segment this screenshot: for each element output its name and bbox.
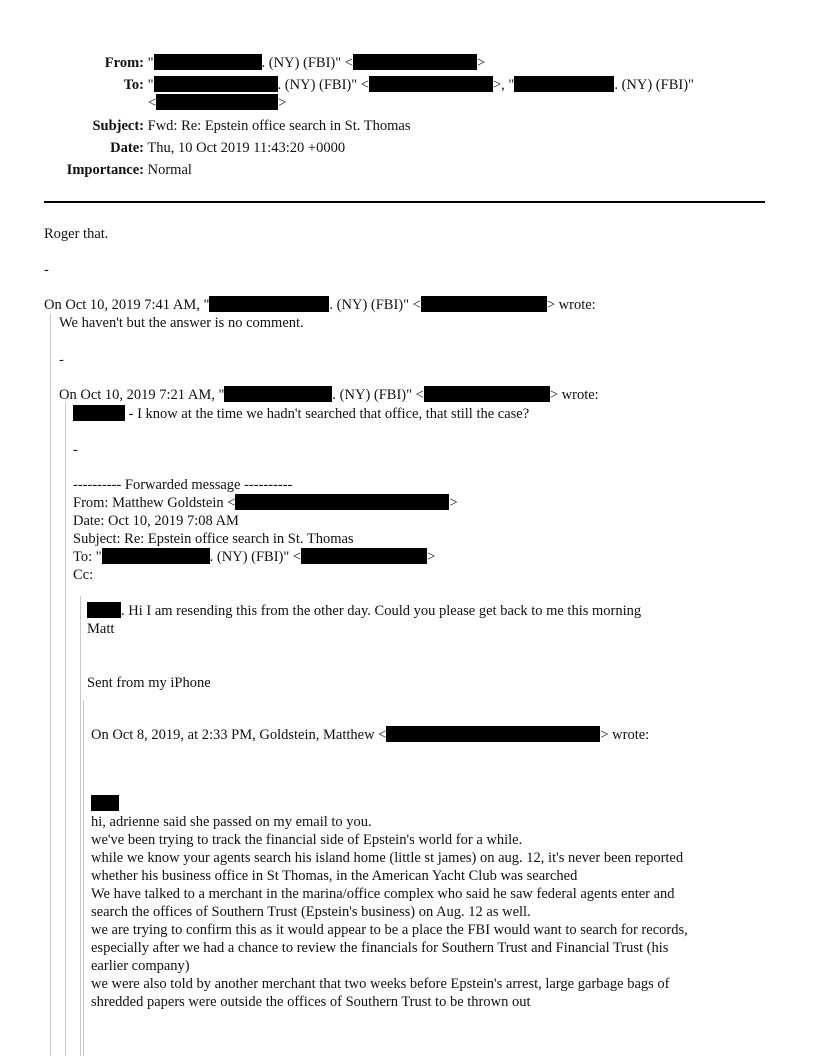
fwd-from-a: From: Matthew Goldstein < xyxy=(73,495,236,511)
subject-value: Fwd: Re: Epstein office search in St. Thomas xyxy=(147,118,411,134)
body-line: search the offices of Southern Trust (Epstein's business) on Aug. 12 as well. xyxy=(91,904,531,920)
redaction-box xyxy=(87,602,121,618)
body-line: while we know your agents search his island home (little st james) on aug. 12, it's never been reported xyxy=(91,850,684,866)
forwarded-to xyxy=(73,548,435,566)
quote1-attr-b: . (NY) (FBI)" < xyxy=(329,297,421,313)
quote1-dash: - xyxy=(59,352,64,368)
redaction-box xyxy=(514,76,614,92)
importance-value: Normal xyxy=(147,162,192,178)
body-line: earlier company) xyxy=(91,958,190,974)
header-to-cont xyxy=(148,94,286,112)
quote1-attr-c: > wrote: xyxy=(546,297,596,313)
header-date xyxy=(44,139,345,157)
quote4-attr-a: On Oct 8, 2019, at 2:33 PM, Goldstein, Matthew < xyxy=(91,727,387,743)
redaction-box xyxy=(424,386,550,402)
fwd-to-b: . (NY) (FBI)" < xyxy=(209,549,302,565)
redaction-box xyxy=(301,548,427,564)
redaction-box xyxy=(154,54,262,70)
fwd-to-c: > xyxy=(427,549,436,565)
body-line: we are trying to confirm this as it would appear to be a place the FBI would want to search for records, xyxy=(91,922,688,938)
quote2-attribution xyxy=(59,386,599,404)
redaction-box xyxy=(73,405,125,421)
from-text-a: " xyxy=(147,55,154,71)
quote3-line xyxy=(87,602,641,620)
redaction-box xyxy=(209,296,329,312)
redaction-box xyxy=(91,795,119,811)
quote3-sent-from: Sent from my iPhone xyxy=(87,675,211,691)
forwarded-cc: Cc: xyxy=(73,567,94,583)
forwarded-date: Date: Oct 10, 2019 7:08 AM xyxy=(73,513,239,529)
date-label: Date: xyxy=(110,140,144,156)
forwarded-from xyxy=(73,494,458,512)
quote3-text: . Hi I am resending this from the other day. Could you please get back to me this morning xyxy=(121,603,642,619)
quote2-attr-c: > wrote: xyxy=(549,387,599,403)
header-importance xyxy=(44,161,192,179)
date-value: Thu, 10 Oct 2019 11:43:20 +0000 xyxy=(147,140,346,156)
header-subject xyxy=(44,117,410,135)
from-text-c: > xyxy=(476,55,486,71)
to2-text-b: > xyxy=(278,95,287,111)
body-line: especially after we had a chance to review the financials for Southern Trust and Financial Trust (his xyxy=(91,940,669,956)
fwd-from-b: > xyxy=(449,495,458,511)
quote-bar-level1 xyxy=(50,314,51,1056)
reply-text: Roger that. xyxy=(44,226,109,242)
redaction-box xyxy=(421,296,547,312)
to-text-a: " xyxy=(147,77,154,93)
quote-bar-level3 xyxy=(80,596,81,1056)
body-line: hi, adrienne said she passed on my email to you. xyxy=(91,814,372,830)
header-to xyxy=(44,76,694,94)
to-text-d: . (NY) (FBI)" xyxy=(614,77,694,93)
quote-bar-level2 xyxy=(65,402,66,1056)
quote1-attr-a: On Oct 10, 2019 7:41 AM, " xyxy=(44,297,210,313)
quote-bar-level4 xyxy=(83,700,84,1056)
redaction-box xyxy=(369,76,493,92)
body-line: shredded papers were outside the offices of Southern Trust to be thrown out xyxy=(91,994,531,1010)
redaction-box xyxy=(102,548,210,564)
redaction-box xyxy=(224,386,332,402)
importance-label: Importance: xyxy=(66,162,144,178)
redaction-box xyxy=(386,726,600,742)
quote1-attribution xyxy=(44,296,596,314)
body-line: we were also told by another merchant that two weeks before Epstein's arrest, large garbage bags of xyxy=(91,976,670,992)
quote2-attr-b: . (NY) (FBI)" < xyxy=(332,387,424,403)
to2-text-a: < xyxy=(148,95,157,111)
redaction-box xyxy=(154,76,278,92)
redaction-box xyxy=(156,94,278,110)
redaction-box xyxy=(235,494,449,510)
header-from xyxy=(44,54,485,72)
quote2-line xyxy=(73,405,529,423)
to-label: To: xyxy=(123,77,144,93)
body-line: we've been trying to track the financial side of Epstein's world for a while. xyxy=(91,832,523,848)
from-text-b: . (NY) (FBI)" < xyxy=(261,55,353,71)
fwd-to-a: To: " xyxy=(73,549,102,565)
header-divider xyxy=(44,201,765,203)
to-text-b: . (NY) (FBI)" < xyxy=(277,77,369,93)
quote4-attr-b: > wrote: xyxy=(600,727,650,743)
forwarded-header: ---------- Forwarded message ---------- xyxy=(73,477,293,493)
quote4-attribution xyxy=(91,726,649,744)
forwarded-subject: Subject: Re: Epstein office search in St. Thomas xyxy=(73,531,354,547)
quote2-attr-a: On Oct 10, 2019 7:21 AM, " xyxy=(59,387,225,403)
redaction-box xyxy=(353,54,477,70)
body-line: whether his business office in St Thomas, in the American Yacht Club was searched xyxy=(91,868,578,884)
quote3-signature: Matt xyxy=(87,621,115,637)
quote2-text: - I know at the time we hadn't searched that office, that still the case? xyxy=(128,406,530,422)
from-label: From: xyxy=(104,55,144,71)
reply-dash: - xyxy=(44,262,49,278)
body-line: We have talked to a merchant in the marina/office complex who said he saw federal agents enter and xyxy=(91,886,675,902)
subject-label: Subject: xyxy=(92,118,144,134)
quote1-text: We haven't but the answer is no comment. xyxy=(59,315,304,331)
greeting-redaction xyxy=(91,795,119,813)
to-text-c: >, " xyxy=(492,77,515,93)
quote2-dash: - xyxy=(73,442,78,458)
